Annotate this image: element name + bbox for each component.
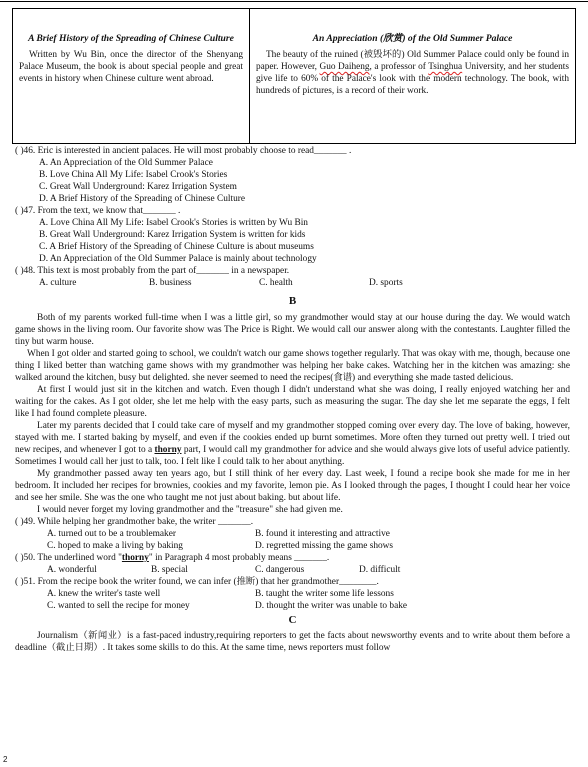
q51-option-c: C. wanted to sell the recipe for money — [47, 601, 190, 611]
q51-options-row-2 — [15, 600, 570, 612]
q47-option-b: B. Great Wall Underground: Karez Irrigation System is written for kids — [39, 230, 306, 240]
top-rule — [0, 1, 588, 2]
section-c-heading: C — [288, 614, 297, 626]
book-box-summer-palace — [250, 9, 575, 143]
q46-option-a: A. An Appreciation of the Old Summer Palace — [39, 158, 213, 168]
book-desc-summer-palace — [256, 49, 569, 97]
page-number: 2 — [3, 755, 8, 764]
paragraph-4-part: part, I would call my grandmother for advice and she would always give lots of useful advice patiently. Sometimes I would call her just to talk, too. I felt like I could talk to her about anything. — [15, 445, 570, 467]
section-b-heading: B — [288, 295, 297, 307]
name-tsinghua: Tsinghua — [428, 62, 463, 72]
questions-and-passages — [15, 145, 570, 654]
q47-option-c: C. A Brief History of the Spreading of Chinese Culture is about museums — [39, 242, 314, 252]
q50-stem-part: " in Paragraph 4 most probably means _______. — [148, 553, 330, 563]
passage-b-paragraph-2: When I got older and started going to school, we couldn't watch our game shows together regularly. That was okay with me, though, because one thing I liked better than watching game shows with my grandmother was helping her bake cakes. Watching her in the kitchen was amazing: she walked around the kitchen, busy but delighted. she never seemed to need the recipes(食谱) and everything she made tasted delicious. — [15, 349, 570, 383]
q46-option-b: B. Love China All My Life: Isabel Crook's Stories — [39, 170, 228, 180]
desc-part: The beauty of the ruined (被毁坏的) Old Summer Palace could only be found in paper. However, — [256, 50, 569, 72]
q46-option-d: D. A Brief History of the Spreading of Chinese Culture — [39, 194, 246, 204]
q51-option-d: D. thought the writer was unable to bake — [255, 601, 408, 611]
q50-option-a: A. wonderful — [47, 565, 97, 575]
q47-option-a: A. Love China All My Life: Isabel Crook's Stories is written by Wu Bin — [39, 218, 308, 228]
book-box-history — [13, 9, 250, 143]
book-info-table — [12, 8, 576, 144]
question-50-stem — [15, 552, 570, 564]
q50-option-c: C. dangerous — [255, 565, 305, 575]
passage-b-paragraph-6: I would never forget my loving grandmother and the "treasure" she had given me. — [37, 505, 343, 515]
passage-b-paragraph-5: My grandmother passed away ten years ago, but I still think of her every day. Last week, I found a recipe book she made for me in her bedroom. It included her recipes for brownies, cookies and my favorite, lemon pie. As I looked through the pages, I thought I could hear her voice and see her smile. She was the one who taught me not just about baking. but about life. — [15, 469, 570, 503]
q49-option-c: C. hoped to make a living by baking — [47, 541, 183, 551]
desc-part: University, and her students give life to 60% of the Palace's look with the modern technology. The book, with hundreds of pictures, is a record of their work. — [256, 62, 569, 96]
q51-option-a: A. knew the writer's taste well — [47, 589, 161, 599]
paragraph-4-part: Later my parents decided that I could take care of myself and my grandmother stopped coming over every day. The love of baking, however, stayed with me. I started baking by myself, and even if the cookies ended up burnt sometimes. More often they turned out pretty well. I tried out new recipes, and whenever I got to a — [15, 421, 570, 455]
passage-b-paragraph-1: Both of my parents worked full-time when I was a little girl, so my grandmother would stay at our house during the day. We would watch game shows in the living room. Our favorite show was The Price is Right. We would call our answer along with the contestants. Laughter filled the tiny but warm house. — [15, 313, 570, 347]
q51-options-row-1 — [15, 588, 570, 600]
book-desc-history: Written by Wu Bin, once the director of the Shenyang Palace Museum, the book is about special people and great events in history when Chinese culture went abroad. — [19, 50, 243, 84]
q49-option-d: D. regretted missing the game shows — [255, 541, 394, 551]
name-guo-daiheng: Guo Daiheng — [319, 62, 370, 72]
q51-option-b: B. taught the writer some life lessons — [255, 589, 394, 599]
passage-b-paragraph-4 — [15, 420, 570, 468]
question-46-stem: ( )46. Eric is interested in ancient palaces. He will most probably choose to read_______ . — [15, 146, 352, 156]
q49-options-row-2 — [15, 540, 570, 552]
passage-b-paragraph-3: At first I would just sit in the kitchen and watch. Even though I didn't understand what she was doing, I really enjoyed watching her and waiting for the cakes. As I got older, she let me help with the easy parts, such as measuring the sugar. The day she let me separate the eggs, I felt like I had found complete pleasure. — [15, 385, 570, 419]
q48-options — [15, 277, 570, 289]
q49-options-row-1 — [15, 528, 570, 540]
q47-option-d: D. An Appreciation of the Old Summer Palace is mainly about technology — [39, 254, 317, 264]
q48-option-b: B. business — [149, 278, 192, 288]
book-title-summer-palace: An Appreciation (欣赏) of the Old Summer Palace — [312, 33, 513, 44]
q50-option-b: B. special — [151, 565, 188, 575]
question-51-stem: ( )51. From the recipe book the writer found, we can infer (推断) that her grandmother________. — [15, 577, 379, 587]
desc-part: , a professor of — [369, 62, 429, 72]
underlined-word-thorny: thorny — [154, 445, 182, 455]
question-47-stem: ( )47. From the text, we know that_______ . — [15, 206, 181, 216]
q49-option-a: A. turned out to be a troublemaker — [47, 529, 176, 539]
q50-underlined-word: thorny — [121, 553, 149, 563]
q49-option-b: B. found it interesting and attractive — [255, 529, 390, 539]
q50-options — [15, 564, 570, 576]
q48-option-a: A. culture — [39, 278, 77, 288]
q48-option-c: C. health — [259, 278, 293, 288]
q50-stem-part: ( )50. The underlined word " — [15, 553, 122, 563]
question-49-stem: ( )49. While helping her grandmother bake, the writer _______. — [15, 517, 254, 527]
question-48-stem: ( )48. This text is most probably from the part of_______ in a newspaper. — [15, 266, 290, 276]
book-title-history: A Brief History of the Spreading of Chinese Culture — [28, 33, 234, 44]
passage-c-paragraph-1: Journalism（新闻业）is a fast-paced industry,requiring reporters to get the facts about newsworthy events and to write about them before a deadline（截止日期）. It takes some skills to do this. At the same time, news reporters must follow — [15, 631, 570, 653]
q48-option-d: D. sports — [369, 278, 403, 288]
q46-option-c: C. Great Wall Underground: Karez Irrigation System — [39, 182, 237, 192]
q50-option-d: D. difficult — [359, 565, 401, 575]
